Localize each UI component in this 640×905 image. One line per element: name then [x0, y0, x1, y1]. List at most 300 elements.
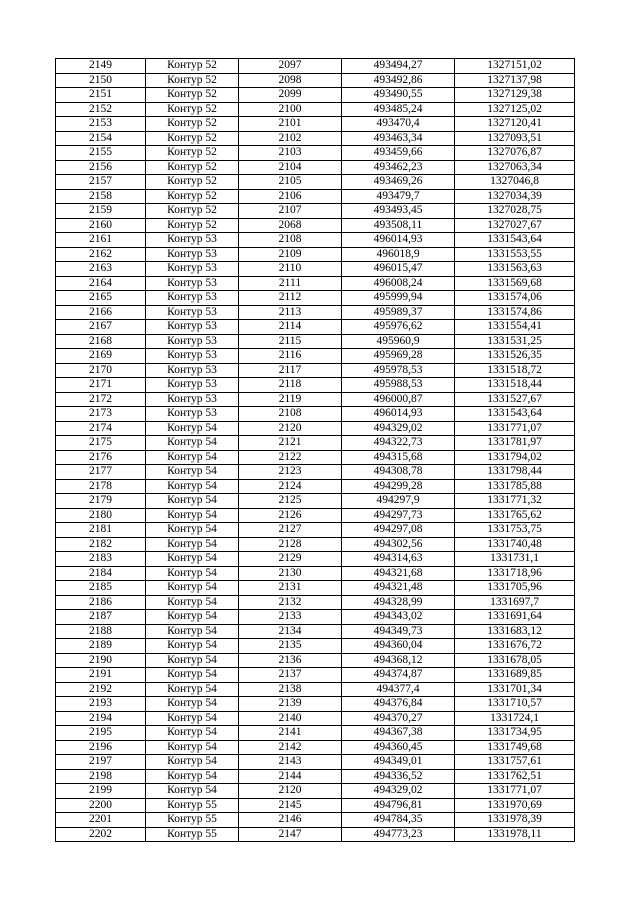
- contour-cell: Контур 53: [146, 262, 239, 277]
- row-number-cell: 2202: [56, 827, 146, 842]
- point-number-cell: 2138: [239, 682, 342, 697]
- point-number-cell: 2098: [239, 73, 342, 88]
- x-coordinate-cell: 494314,63: [342, 552, 455, 567]
- row-number-cell: 2157: [56, 175, 146, 190]
- y-coordinate-cell: 1331676,72: [455, 639, 575, 654]
- row-number-cell: 2166: [56, 305, 146, 320]
- y-coordinate-cell: 1331734,95: [455, 726, 575, 741]
- x-coordinate-cell: 494315,68: [342, 450, 455, 465]
- row-number-cell: 2159: [56, 204, 146, 219]
- y-coordinate-cell: 1327093,51: [455, 131, 575, 146]
- point-number-cell: 2133: [239, 610, 342, 625]
- point-number-cell: 2118: [239, 378, 342, 393]
- x-coordinate-cell: 494370,27: [342, 711, 455, 726]
- x-coordinate-cell: 493479,7: [342, 189, 455, 204]
- table-row: [56, 349, 575, 364]
- x-coordinate-cell: 494784,35: [342, 813, 455, 828]
- contour-cell: Контур 54: [146, 653, 239, 668]
- row-number-cell: 2170: [56, 363, 146, 378]
- contour-cell: Контур 53: [146, 276, 239, 291]
- point-number-cell: 2100: [239, 102, 342, 117]
- x-coordinate-cell: 494349,01: [342, 755, 455, 770]
- table-row: [56, 363, 575, 378]
- y-coordinate-cell: 1331701,34: [455, 682, 575, 697]
- contour-cell: Контур 55: [146, 813, 239, 828]
- point-number-cell: 2117: [239, 363, 342, 378]
- y-coordinate-cell: 1331771,32: [455, 494, 575, 509]
- point-number-cell: 2126: [239, 508, 342, 523]
- row-number-cell: 2161: [56, 233, 146, 248]
- x-coordinate-cell: 496018,9: [342, 247, 455, 262]
- x-coordinate-cell: 495989,37: [342, 305, 455, 320]
- contour-cell: Контур 52: [146, 146, 239, 161]
- row-number-cell: 2199: [56, 784, 146, 799]
- table-row: [56, 523, 575, 538]
- row-number-cell: 2180: [56, 508, 146, 523]
- table-row: [56, 378, 575, 393]
- x-coordinate-cell: 495978,53: [342, 363, 455, 378]
- y-coordinate-cell: 1331765,62: [455, 508, 575, 523]
- y-coordinate-cell: 1331724,1: [455, 711, 575, 726]
- x-coordinate-cell: 493494,27: [342, 59, 455, 74]
- table-row: [56, 276, 575, 291]
- point-number-cell: 2113: [239, 305, 342, 320]
- y-coordinate-cell: 1331771,07: [455, 421, 575, 436]
- row-number-cell: 2152: [56, 102, 146, 117]
- row-number-cell: 2168: [56, 334, 146, 349]
- row-number-cell: 2172: [56, 392, 146, 407]
- y-coordinate-cell: 1331740,48: [455, 537, 575, 552]
- point-number-cell: 2102: [239, 131, 342, 146]
- y-coordinate-cell: 1331798,44: [455, 465, 575, 480]
- contour-cell: Контур 52: [146, 160, 239, 175]
- row-number-cell: 2186: [56, 595, 146, 610]
- point-number-cell: 2120: [239, 784, 342, 799]
- row-number-cell: 2190: [56, 653, 146, 668]
- table-row: [56, 755, 575, 770]
- row-number-cell: 2158: [56, 189, 146, 204]
- y-coordinate-cell: 1327120,41: [455, 117, 575, 132]
- contour-cell: Контур 54: [146, 624, 239, 639]
- table-row: [56, 291, 575, 306]
- contour-cell: Контур 54: [146, 450, 239, 465]
- y-coordinate-cell: 1331731,1: [455, 552, 575, 567]
- y-coordinate-cell: 1331710,57: [455, 697, 575, 712]
- point-number-cell: 2130: [239, 566, 342, 581]
- table-row: [56, 392, 575, 407]
- contour-cell: Контур 54: [146, 769, 239, 784]
- x-coordinate-cell: 494297,08: [342, 523, 455, 538]
- row-number-cell: 2185: [56, 581, 146, 596]
- table-row: [56, 595, 575, 610]
- point-number-cell: 2097: [239, 59, 342, 74]
- point-number-cell: 2111: [239, 276, 342, 291]
- y-coordinate-cell: 1331678,05: [455, 653, 575, 668]
- contour-cell: Контур 53: [146, 349, 239, 364]
- y-coordinate-cell: 1331518,44: [455, 378, 575, 393]
- point-number-cell: 2124: [239, 479, 342, 494]
- table-row: [56, 740, 575, 755]
- contour-cell: Контур 54: [146, 537, 239, 552]
- point-number-cell: 2134: [239, 624, 342, 639]
- table-row: [56, 711, 575, 726]
- contour-cell: Контур 54: [146, 740, 239, 755]
- point-number-cell: 2143: [239, 755, 342, 770]
- table-row: [56, 320, 575, 335]
- table-row: [56, 494, 575, 509]
- y-coordinate-cell: 1331691,64: [455, 610, 575, 625]
- x-coordinate-cell: 495988,53: [342, 378, 455, 393]
- point-number-cell: 2106: [239, 189, 342, 204]
- row-number-cell: 2181: [56, 523, 146, 538]
- table-row: [56, 117, 575, 132]
- point-number-cell: 2123: [239, 465, 342, 480]
- table-row: [56, 73, 575, 88]
- table-row: [56, 175, 575, 190]
- contour-cell: Контур 54: [146, 610, 239, 625]
- point-number-cell: 2145: [239, 798, 342, 813]
- table-row: [56, 813, 575, 828]
- x-coordinate-cell: 496000,87: [342, 392, 455, 407]
- y-coordinate-cell: 1327046,8: [455, 175, 575, 190]
- x-coordinate-cell: 494321,68: [342, 566, 455, 581]
- x-coordinate-cell: 493485,24: [342, 102, 455, 117]
- row-number-cell: 2150: [56, 73, 146, 88]
- row-number-cell: 2155: [56, 146, 146, 161]
- contour-cell: Контур 52: [146, 175, 239, 190]
- x-coordinate-cell: 494328,99: [342, 595, 455, 610]
- y-coordinate-cell: 1331554,41: [455, 320, 575, 335]
- y-coordinate-cell: 1331785,88: [455, 479, 575, 494]
- row-number-cell: 2156: [56, 160, 146, 175]
- row-number-cell: 2162: [56, 247, 146, 262]
- point-number-cell: 2144: [239, 769, 342, 784]
- x-coordinate-cell: 495969,28: [342, 349, 455, 364]
- x-coordinate-cell: 494321,48: [342, 581, 455, 596]
- point-number-cell: 2122: [239, 450, 342, 465]
- row-number-cell: 2194: [56, 711, 146, 726]
- table-row: [56, 436, 575, 451]
- x-coordinate-cell: 495960,9: [342, 334, 455, 349]
- x-coordinate-cell: 494297,9: [342, 494, 455, 509]
- x-coordinate-cell: 494368,12: [342, 653, 455, 668]
- x-coordinate-cell: 494322,73: [342, 436, 455, 451]
- row-number-cell: 2154: [56, 131, 146, 146]
- table-row: [56, 537, 575, 552]
- x-coordinate-cell: 493469,26: [342, 175, 455, 190]
- row-number-cell: 2198: [56, 769, 146, 784]
- x-coordinate-cell: 493492,86: [342, 73, 455, 88]
- point-number-cell: 2147: [239, 827, 342, 842]
- table-row: [56, 102, 575, 117]
- y-coordinate-cell: 1327027,67: [455, 218, 575, 233]
- contour-cell: Контур 55: [146, 798, 239, 813]
- contour-cell: Контур 52: [146, 73, 239, 88]
- y-coordinate-cell: 1327129,38: [455, 88, 575, 103]
- y-coordinate-cell: 1331563,63: [455, 262, 575, 277]
- row-number-cell: 2163: [56, 262, 146, 277]
- x-coordinate-cell: 494367,38: [342, 726, 455, 741]
- row-number-cell: 2182: [56, 537, 146, 552]
- x-coordinate-cell: 493493,45: [342, 204, 455, 219]
- table-row: [56, 769, 575, 784]
- contour-cell: Контур 54: [146, 711, 239, 726]
- x-coordinate-cell: 494376,84: [342, 697, 455, 712]
- y-coordinate-cell: 1331771,07: [455, 784, 575, 799]
- table-row: [56, 653, 575, 668]
- point-number-cell: 2127: [239, 523, 342, 538]
- point-number-cell: 2105: [239, 175, 342, 190]
- row-number-cell: 2178: [56, 479, 146, 494]
- table-row: [56, 407, 575, 422]
- y-coordinate-cell: 1331574,86: [455, 305, 575, 320]
- table-row: [56, 233, 575, 248]
- contour-cell: Контур 52: [146, 102, 239, 117]
- table-row: [56, 798, 575, 813]
- table-row: [56, 247, 575, 262]
- x-coordinate-cell: 494360,45: [342, 740, 455, 755]
- y-coordinate-cell: 1331531,25: [455, 334, 575, 349]
- contour-cell: Контур 54: [146, 523, 239, 538]
- point-number-cell: 2103: [239, 146, 342, 161]
- contour-cell: Контур 54: [146, 668, 239, 683]
- x-coordinate-cell: 493508,11: [342, 218, 455, 233]
- point-number-cell: 2116: [239, 349, 342, 364]
- x-coordinate-cell: 494796,81: [342, 798, 455, 813]
- point-number-cell: 2142: [239, 740, 342, 755]
- table-row: [56, 189, 575, 204]
- table-row: [56, 262, 575, 277]
- row-number-cell: 2191: [56, 668, 146, 683]
- contour-cell: Контур 52: [146, 117, 239, 132]
- y-coordinate-cell: 1331978,39: [455, 813, 575, 828]
- point-number-cell: 2110: [239, 262, 342, 277]
- y-coordinate-cell: 1327076,87: [455, 146, 575, 161]
- x-coordinate-cell: 493462,23: [342, 160, 455, 175]
- point-number-cell: 2140: [239, 711, 342, 726]
- table-row: [56, 827, 575, 842]
- table-row: [56, 682, 575, 697]
- point-number-cell: 2114: [239, 320, 342, 335]
- row-number-cell: 2167: [56, 320, 146, 335]
- contour-cell: Контур 53: [146, 291, 239, 306]
- x-coordinate-cell: 494377,4: [342, 682, 455, 697]
- contour-cell: Контур 52: [146, 189, 239, 204]
- row-number-cell: 2173: [56, 407, 146, 422]
- row-number-cell: 2174: [56, 421, 146, 436]
- row-number-cell: 2165: [56, 291, 146, 306]
- table-row: [56, 552, 575, 567]
- contour-cell: Контур 54: [146, 595, 239, 610]
- table-row: [56, 697, 575, 712]
- point-number-cell: 2120: [239, 421, 342, 436]
- contour-cell: Контур 54: [146, 421, 239, 436]
- point-number-cell: 2146: [239, 813, 342, 828]
- y-coordinate-cell: 1331689,85: [455, 668, 575, 683]
- contour-cell: Контур 54: [146, 552, 239, 567]
- row-number-cell: 2175: [56, 436, 146, 451]
- x-coordinate-cell: 496008,24: [342, 276, 455, 291]
- y-coordinate-cell: 1331781,97: [455, 436, 575, 451]
- contour-cell: Контур 53: [146, 247, 239, 262]
- contour-cell: Контур 54: [146, 494, 239, 509]
- point-number-cell: 2137: [239, 668, 342, 683]
- table-row: [56, 508, 575, 523]
- contour-cell: Контур 53: [146, 392, 239, 407]
- table-row: [56, 784, 575, 799]
- contour-cell: Контур 54: [146, 581, 239, 596]
- y-coordinate-cell: 1331553,55: [455, 247, 575, 262]
- contour-cell: Контур 53: [146, 320, 239, 335]
- point-number-cell: 2125: [239, 494, 342, 509]
- point-number-cell: 2128: [239, 537, 342, 552]
- x-coordinate-cell: 494336,52: [342, 769, 455, 784]
- row-number-cell: 2177: [56, 465, 146, 480]
- contour-cell: Контур 54: [146, 682, 239, 697]
- contour-cell: Контур 54: [146, 726, 239, 741]
- table-row: [56, 624, 575, 639]
- contour-cell: Контур 53: [146, 407, 239, 422]
- row-number-cell: 2151: [56, 88, 146, 103]
- y-coordinate-cell: 1331543,64: [455, 407, 575, 422]
- point-number-cell: 2135: [239, 639, 342, 654]
- y-coordinate-cell: 1327125,02: [455, 102, 575, 117]
- row-number-cell: 2171: [56, 378, 146, 393]
- row-number-cell: 2195: [56, 726, 146, 741]
- contour-cell: Контур 54: [146, 784, 239, 799]
- x-coordinate-cell: 493459,66: [342, 146, 455, 161]
- x-coordinate-cell: 494349,73: [342, 624, 455, 639]
- point-number-cell: 2121: [239, 436, 342, 451]
- y-coordinate-cell: 1331705,96: [455, 581, 575, 596]
- y-coordinate-cell: 1331749,68: [455, 740, 575, 755]
- x-coordinate-cell: 494343,02: [342, 610, 455, 625]
- y-coordinate-cell: 1331527,67: [455, 392, 575, 407]
- x-coordinate-cell: 494308,78: [342, 465, 455, 480]
- contour-cell: Контур 54: [146, 465, 239, 480]
- x-coordinate-cell: 494374,87: [342, 668, 455, 683]
- y-coordinate-cell: 1331543,64: [455, 233, 575, 248]
- contour-cell: Контур 52: [146, 59, 239, 74]
- x-coordinate-cell: 494299,28: [342, 479, 455, 494]
- contour-cell: Контур 54: [146, 697, 239, 712]
- y-coordinate-cell: 1331718,96: [455, 566, 575, 581]
- y-coordinate-cell: 1327063,34: [455, 160, 575, 175]
- row-number-cell: 2187: [56, 610, 146, 625]
- contour-cell: Контур 53: [146, 305, 239, 320]
- row-number-cell: 2193: [56, 697, 146, 712]
- y-coordinate-cell: 1331757,61: [455, 755, 575, 770]
- point-number-cell: 2141: [239, 726, 342, 741]
- contour-cell: Контур 54: [146, 436, 239, 451]
- table-row: [56, 146, 575, 161]
- table-row: [56, 668, 575, 683]
- row-number-cell: 2164: [56, 276, 146, 291]
- x-coordinate-cell: 496015,47: [342, 262, 455, 277]
- row-number-cell: 2200: [56, 798, 146, 813]
- x-coordinate-cell: 493463,34: [342, 131, 455, 146]
- x-coordinate-cell: 496014,93: [342, 407, 455, 422]
- table-row: [56, 639, 575, 654]
- y-coordinate-cell: 1327028,75: [455, 204, 575, 219]
- contour-cell: Контур 55: [146, 827, 239, 842]
- point-number-cell: 2104: [239, 160, 342, 175]
- x-coordinate-cell: 495976,62: [342, 320, 455, 335]
- x-coordinate-cell: 495999,94: [342, 291, 455, 306]
- contour-cell: Контур 52: [146, 131, 239, 146]
- row-number-cell: 2160: [56, 218, 146, 233]
- point-number-cell: 2129: [239, 552, 342, 567]
- point-number-cell: 2109: [239, 247, 342, 262]
- contour-cell: Контур 52: [146, 218, 239, 233]
- contour-cell: Контур 54: [146, 479, 239, 494]
- row-number-cell: 2189: [56, 639, 146, 654]
- y-coordinate-cell: 1331978,11: [455, 827, 575, 842]
- row-number-cell: 2192: [56, 682, 146, 697]
- row-number-cell: 2149: [56, 59, 146, 74]
- table-row: [56, 610, 575, 625]
- contour-cell: Контур 54: [146, 639, 239, 654]
- contour-cell: Контур 53: [146, 363, 239, 378]
- y-coordinate-cell: 1331574,06: [455, 291, 575, 306]
- y-coordinate-cell: 1331526,35: [455, 349, 575, 364]
- x-coordinate-cell: 494302,56: [342, 537, 455, 552]
- coordinates-table: [55, 58, 575, 842]
- row-number-cell: 2176: [56, 450, 146, 465]
- contour-cell: Контур 54: [146, 508, 239, 523]
- x-coordinate-cell: 496014,93: [342, 233, 455, 248]
- table-row: [56, 566, 575, 581]
- x-coordinate-cell: 494329,02: [342, 784, 455, 799]
- contour-cell: Контур 52: [146, 88, 239, 103]
- y-coordinate-cell: 1331762,51: [455, 769, 575, 784]
- table-row: [56, 59, 575, 74]
- row-number-cell: 2169: [56, 349, 146, 364]
- point-number-cell: 2108: [239, 407, 342, 422]
- point-number-cell: 2099: [239, 88, 342, 103]
- table-row: [56, 581, 575, 596]
- point-number-cell: 2115: [239, 334, 342, 349]
- row-number-cell: 2153: [56, 117, 146, 132]
- row-number-cell: 2179: [56, 494, 146, 509]
- table-row: [56, 218, 575, 233]
- row-number-cell: 2196: [56, 740, 146, 755]
- y-coordinate-cell: 1327137,98: [455, 73, 575, 88]
- y-coordinate-cell: 1327151,02: [455, 59, 575, 74]
- row-number-cell: 2201: [56, 813, 146, 828]
- table-row: [56, 421, 575, 436]
- point-number-cell: 2136: [239, 653, 342, 668]
- table-row: [56, 160, 575, 175]
- point-number-cell: 2108: [239, 233, 342, 248]
- table-row: [56, 88, 575, 103]
- x-coordinate-cell: 494773,23: [342, 827, 455, 842]
- point-number-cell: 2068: [239, 218, 342, 233]
- x-coordinate-cell: 493470,4: [342, 117, 455, 132]
- y-coordinate-cell: 1331518,72: [455, 363, 575, 378]
- contour-cell: Контур 53: [146, 233, 239, 248]
- point-number-cell: 2139: [239, 697, 342, 712]
- y-coordinate-cell: 1331569,68: [455, 276, 575, 291]
- x-coordinate-cell: 494329,02: [342, 421, 455, 436]
- coordinates-table-body: [56, 59, 575, 842]
- point-number-cell: 2131: [239, 581, 342, 596]
- contour-cell: Контур 53: [146, 378, 239, 393]
- table-row: [56, 305, 575, 320]
- contour-cell: Контур 52: [146, 204, 239, 219]
- y-coordinate-cell: 1331697,7: [455, 595, 575, 610]
- y-coordinate-cell: 1331683,12: [455, 624, 575, 639]
